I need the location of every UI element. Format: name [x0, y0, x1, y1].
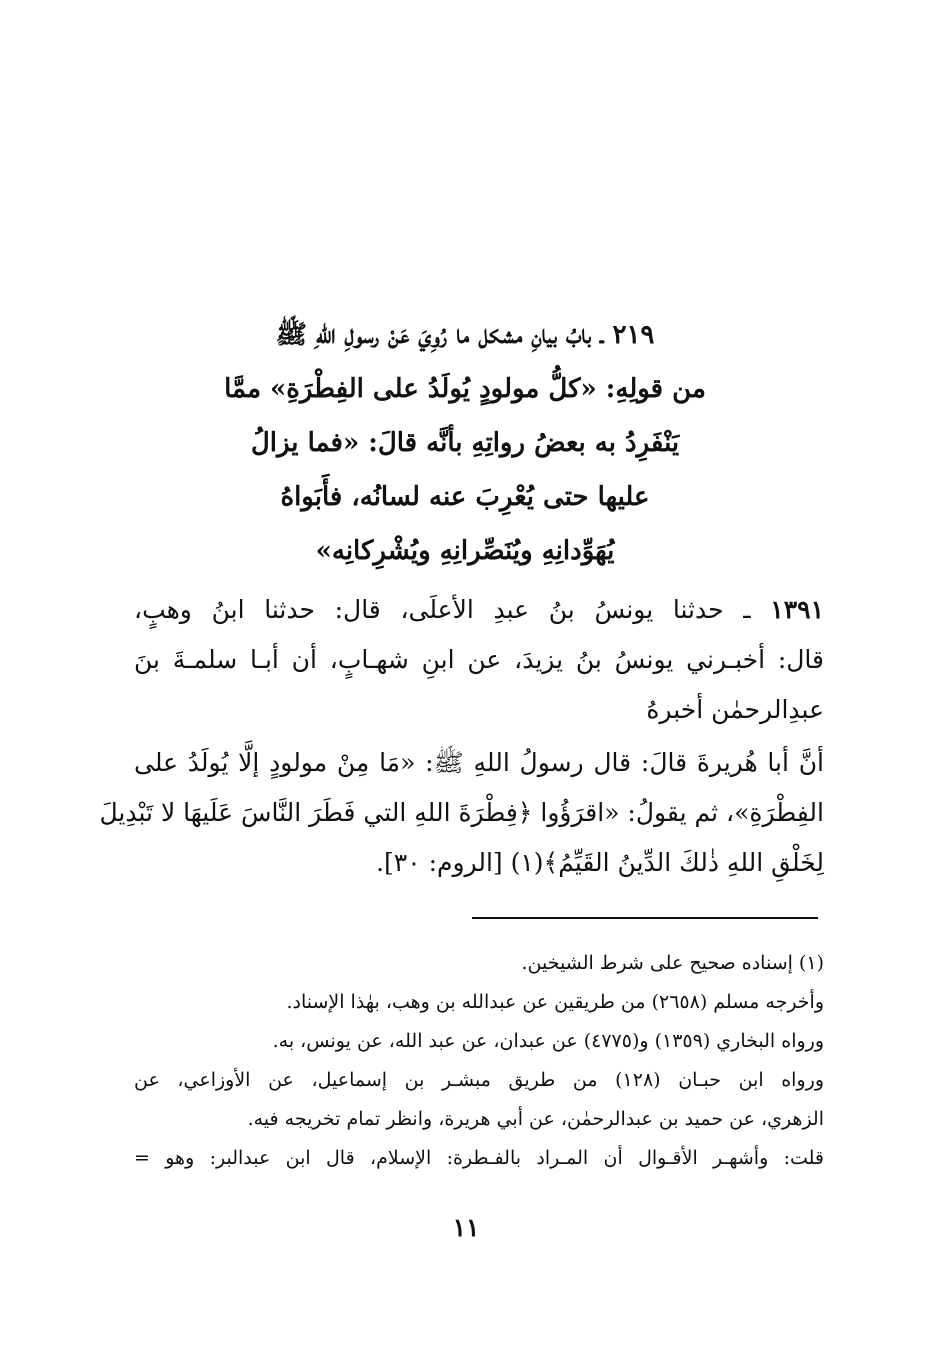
- footnote-line: ورواه ابن حبـان (١٢٨) من طريق مبشـر بن إسماعيل، عن الأوزاعي، عن: [134, 1069, 824, 1091]
- page-number: ١١: [452, 1213, 480, 1242]
- footnote-line: (١) إسناده صحيح على شرط الشيخين.: [521, 952, 824, 974]
- heading-line: عليها حتى يُعْرِبَ عنه لسانُه، فأَبَواهُ: [280, 482, 650, 512]
- footnote-line: قلت: وأشهـر الأقـوال أن المـراد بالفـطرة: الإسلام، قال ابن عبدالبر: وهو =: [134, 1147, 824, 1169]
- hadith-matn: [99, 738, 824, 888]
- isnad-text: ـ حدثنا يونسُ بنُ عبدِ الأعلَى، قال: حدثنا ابنُ وهبٍ،: [134, 595, 751, 624]
- matn-line: الفِطْرَةِ»، ثم يقولُ: «اقرَؤُوا ﴿فِطْرَةَ اللهِ التي فَطَرَ النَّاسَ عَلَيهَا لا تَبْدِيلَ: [99, 798, 824, 827]
- matn-line: لِخَلْقِ اللهِ ذٰلكَ الدِّينُ القَيِّمُ﴾(١) [الروم: ٣٠].: [376, 848, 824, 877]
- matn-line: أنَّ أبا هُريرةَ قالَ: قال رسولُ اللهِ ﷺ: «مَا مِنْ مولودٍ إلَّا يُولَدُ على: [134, 748, 824, 777]
- chapter-heading: [140, 308, 790, 578]
- footnote-line: ورواه البخاري (١٣٥٩) و(٤٧٧٥) عن عبدان، عن عبد الله، عن يونس، به.: [272, 1030, 824, 1052]
- heading-line: ٢١٩ ـ بابُ بيانِ مشكل ما رُوِيَ عَنْ رسولِ اللهِ ﷺ: [275, 320, 655, 350]
- isnad-line: عبدِالرحمٰن أخبرهُ: [646, 695, 824, 724]
- heading-line: يُهَوِّدانِهِ ويُنَصِّرانِهِ ويُشْرِكانِه»: [315, 536, 615, 566]
- footnote-line: وأخرجه مسلم (٢٦٥٨) من طريقين عن عبدالله بن وهب، بهٰذا الإسناد.: [286, 991, 824, 1013]
- hadith-isnad: [134, 585, 824, 735]
- footnote-line: الزهري، عن حميد بن عبدالرحمٰن، عن أبي هريرة، وانظر تمام تخريجه فيه.: [247, 1108, 824, 1130]
- heading-line: يَنْفَرِدُ به بعضُ رواتِهِ بأنَّه قالَ: «فما يزالُ: [250, 428, 680, 458]
- footnotes: [134, 944, 824, 1178]
- hadith-number: ١٣٩١: [770, 595, 824, 624]
- heading-line: من قولِهِ: «كلُّ مولودٍ يُولَدُ على الفِطْرَةِ» ممَّا: [224, 374, 706, 404]
- isnad-line: [134, 585, 824, 635]
- footnote-separator: [472, 917, 818, 919]
- isnad-line: قال: أخبـرني يونسُ بنُ يزيدَ، عن ابنِ شهـابٍ، أن أبـا سلمـةَ بنَ: [134, 645, 824, 674]
